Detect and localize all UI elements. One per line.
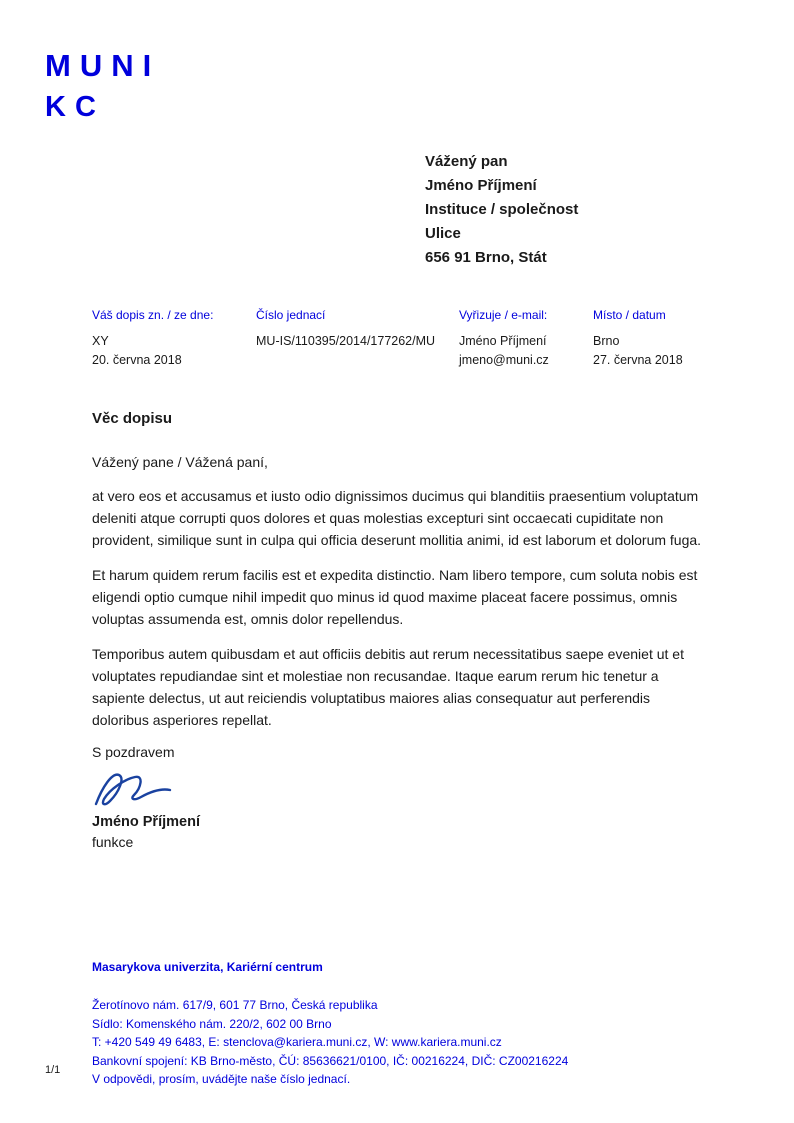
signer-title: funkce — [92, 834, 134, 850]
closing-phrase: S pozdravem — [92, 744, 175, 760]
signer-name: Jméno Příjmení — [92, 814, 200, 830]
meta-col-place-date — [593, 308, 708, 370]
footer-block — [92, 960, 742, 1089]
recipient-line: Vážený pan — [425, 153, 508, 170]
meta-col-handled-by — [459, 308, 593, 370]
handwritten-signature — [92, 766, 708, 812]
letter-body — [92, 410, 708, 850]
footer-bank-line: Bankovní spojení: KB Brno-město, ČÚ: 85636621/0100, IČ: 00216224, DIČ: CZ00216224 — [92, 1053, 569, 1068]
meta-row — [92, 308, 708, 370]
footer-organization: Masarykova univerzita, Kariérní centrum — [92, 960, 323, 974]
footer-contact-line: T: +420 549 49 6483, E: stenclova@kariera.muni.cz, W: www.kariera.muni.cz — [92, 1035, 502, 1049]
recipient-line: 656 91 Brno, Stát — [425, 249, 547, 266]
recipient-line: Instituce / společnost — [425, 201, 579, 218]
subject-line: Věc dopisu — [92, 410, 173, 427]
meta-value: Brno — [593, 334, 620, 348]
meta-value: jmeno@muni.cz — [459, 353, 549, 367]
muni-logo-wordmark: MUNI — [45, 48, 161, 83]
meta-label: Místo / datum — [593, 308, 666, 322]
recipient-line: Ulice — [425, 225, 461, 242]
muni-logo-unit: KC — [45, 91, 105, 123]
meta-value: MU-IS/110395/2014/177262/MU — [256, 334, 436, 348]
recipient-block — [425, 150, 578, 270]
meta-value: 20. června 2018 — [92, 353, 182, 367]
meta-label: Váš dopis zn. / ze dne: — [92, 308, 214, 322]
meta-label: Vyřizuje / e-mail: — [459, 308, 548, 322]
salutation: Vážený pane / Vážená paní, — [92, 454, 268, 470]
footer-seat-line: Sídlo: Komenského nám. 220/2, 602 00 Brno — [92, 1016, 332, 1031]
recipient-line: Jméno Příjmení — [425, 177, 537, 194]
body-paragraph: Temporibus autem quibusdam et aut officiis debitis aut rerum necessitatibus saepe eveniet ut et voluptates repudiandae sint et molestiae non recusandae. Itaque earum rerum hic tenetur a sapiente delectus, ut aut reiciendis voluptatibus maiores alias consequatur aut perferendis doloribus asperiores repellat. — [92, 646, 684, 728]
meta-label: Číslo jednací — [256, 308, 326, 322]
muni-logo — [45, 50, 160, 122]
meta-value: Jméno Příjmení — [459, 334, 547, 348]
footer-note-line: V odpovědi, prosím, uvádějte naše číslo jednací. — [92, 1072, 351, 1086]
body-paragraph: at vero eos et accusamus et iusto odio dignissimos ducimus qui blanditiis praesentium voluptatum deleniti atque corrupti quos dolores et quas molestias excepturi sint occaecati cupiditate non provident, similique sunt in culpa qui officia deserunt mollitia animi, id est laborum et dolorum fuga. — [92, 488, 702, 548]
meta-col-your-ref — [92, 308, 256, 370]
meta-value: 27. června 2018 — [593, 353, 683, 367]
signature-scribble-icon — [92, 766, 184, 812]
meta-col-ref-number — [256, 308, 459, 370]
footer-address-line: Žerotínovo nám. 617/9, 601 77 Brno, Česká republika — [92, 998, 378, 1012]
body-paragraph: Et harum quidem rerum facilis est et expedita distinctio. Nam libero tempore, cum soluta nobis est eligendi optio cumque nihil impedit quo minus id quod maxime placeat facere possimus, omnis voluptas assumenda est, omnis dolor repellendus. — [92, 567, 698, 627]
page-number: 1/1 — [45, 1064, 61, 1076]
meta-value: XY — [92, 334, 109, 348]
